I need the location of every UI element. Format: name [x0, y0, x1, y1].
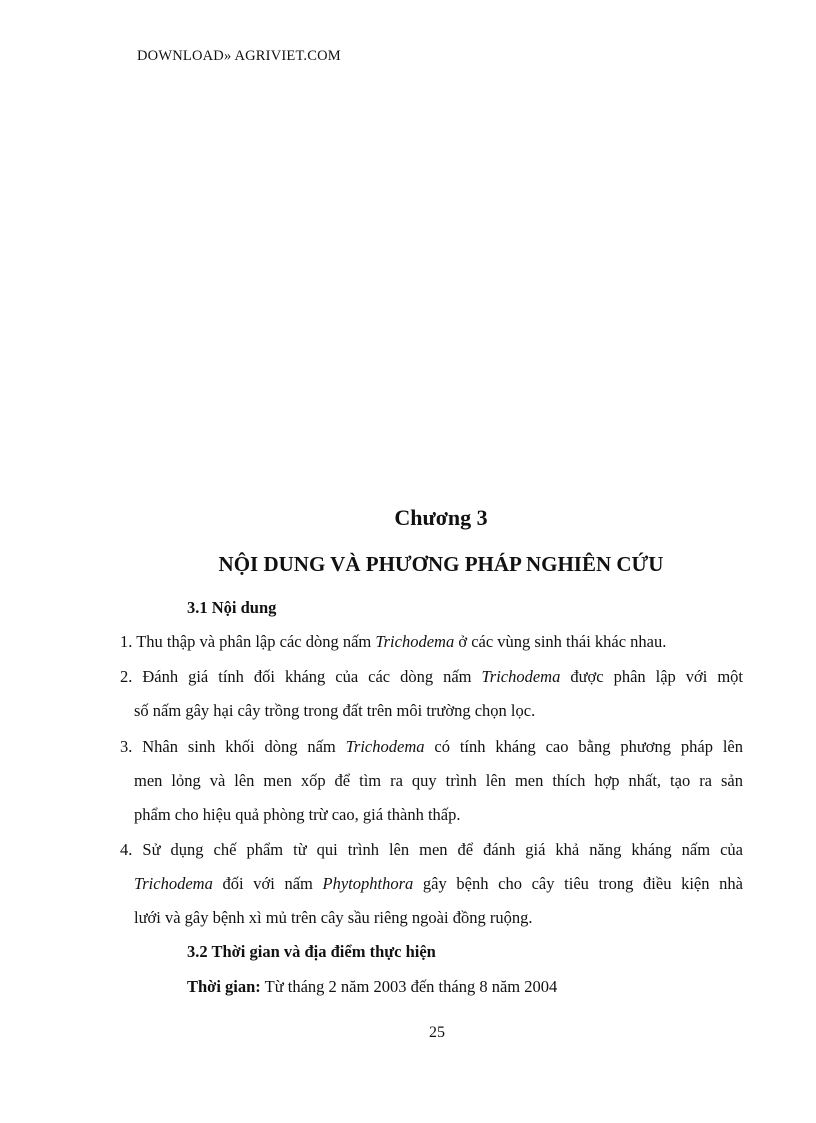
text: được phân lập với một [560, 667, 744, 686]
text: đối với nấm [212, 874, 323, 893]
text: có tính kháng cao bằng phương pháp lên [424, 737, 743, 756]
italic-term: Trichodema [345, 737, 425, 756]
italic-term: Phytophthora [322, 874, 414, 893]
text: gây bệnh cho cây tiêu trong điều kiện nhà [413, 874, 743, 893]
time-line [187, 977, 557, 997]
section-heading: 3.2 Thời gian và địa điểm thực hiện [187, 942, 436, 961]
text: 1. Thu thập và phân lập các dòng nấm [120, 632, 376, 651]
chapter-title: Chương 3 [394, 505, 488, 530]
text: 3. Nhân sinh khối dòng nấm [120, 737, 346, 756]
italic-term: Trichodema [134, 874, 213, 893]
page-header: DOWNLOAD» AGRIVIET.COM [137, 48, 341, 64]
chapter-subtitle: NỘI DUNG VÀ PHƯƠNG PHÁP NGHIÊN CỨU [218, 552, 664, 576]
time-value: Từ tháng 2 năm 2003 đến tháng 8 năm 2004 [260, 977, 558, 996]
time-label: Thời gian: [187, 977, 261, 996]
list-item-continuation [134, 874, 743, 894]
list-item-continuation: số nấm gây hại cây trồng trong đất trên môi trường chọn lọc. [134, 701, 536, 720]
list-item [120, 667, 743, 687]
page-number: 25 [429, 1024, 445, 1041]
section-heading: 3.1 Nội dung [187, 598, 277, 617]
list-item [120, 632, 666, 652]
list-item: 4. Sử dụng chế phẩm từ qui trình lên men để đánh giá khả năng kháng nấm của [120, 840, 743, 859]
text: ở các vùng sinh thái khác nhau. [454, 632, 667, 651]
list-item-continuation: lưới và gây bệnh xì mủ trên cây sầu riêng ngoài đồng ruộng. [134, 908, 533, 927]
italic-term: Trichodema [375, 632, 455, 651]
list-item-continuation: phẩm cho hiệu quả phòng trừ cao, giá thành thấp. [134, 805, 461, 824]
list-item-continuation: men lỏng và lên men xốp để tìm ra quy trình lên men thích hợp nhất, tạo ra sản [134, 771, 743, 790]
list-item [120, 737, 743, 757]
italic-term: Trichodema [481, 667, 561, 686]
text: 2. Đánh giá tính đối kháng của các dòng nấm [120, 667, 482, 686]
